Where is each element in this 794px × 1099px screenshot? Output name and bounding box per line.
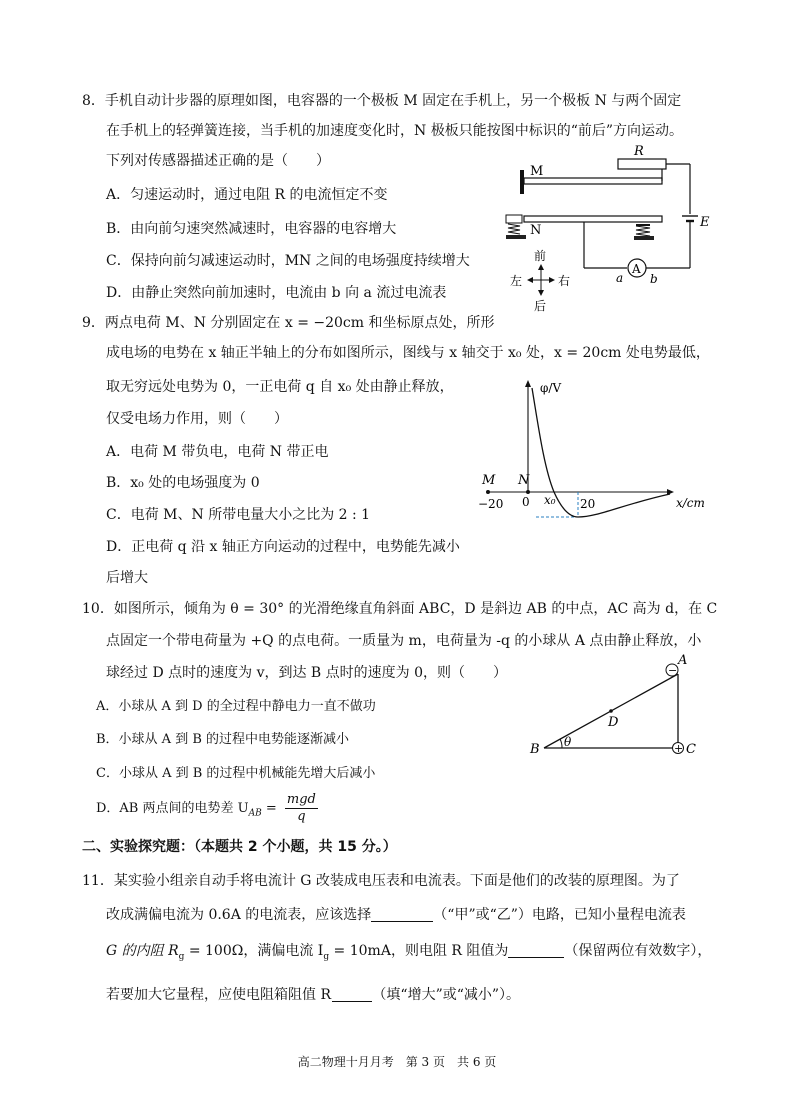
q8-option-d: D．由静止突然向前加速时，电流由 b 向 a 流过电流表 <box>106 285 447 301</box>
q10-option-c: C．小球从 A 到 B 的过程中机械能先增大后减小 <box>96 766 376 781</box>
tick-neg20: −20 <box>478 497 504 511</box>
label-node-a: a <box>616 271 624 285</box>
q10-stem-line1: 10．如图所示，倾角为 θ = 30° 的光滑绝缘直角斜面 ABC，D 是斜边 AB 的中点，AC 高为 d，在 C <box>82 601 718 617</box>
q9-potential-graph <box>474 376 714 518</box>
label-right: 右 <box>558 274 571 288</box>
label-front: 前 <box>534 249 547 263</box>
q11-line3 <box>106 942 711 966</box>
section-2-title: 二、实验探究题：（本题共 2 个小题，共 15 分。） <box>82 839 397 855</box>
q9-option-b: B．x₀ 处的电场强度为 0 <box>106 475 260 491</box>
fraction-numerator: mgd <box>286 792 316 807</box>
q9-option-d: D．正电荷 q 沿 x 轴正方向运动的过程中，电势能先减小 <box>106 539 460 555</box>
label-theta: θ <box>564 735 572 749</box>
label-plus: + <box>674 742 684 755</box>
q10-option-d-sub: AB <box>248 808 262 819</box>
q10-option-d-eq: = <box>261 801 277 816</box>
q10-option-d <box>96 792 318 831</box>
q11-line3-sub1: g <box>178 951 185 962</box>
label-ammeter: A <box>632 262 641 276</box>
label-c: C <box>686 742 696 757</box>
q8-circuit-figure <box>500 142 720 317</box>
tick-20: 20 <box>580 497 596 511</box>
q11-line3-b: = 100Ω，满偏电流 I <box>184 943 324 959</box>
q9-stem-line4: 仅受电场力作用，则（ ） <box>106 411 288 427</box>
q11-line1: 11．某实验小组亲自动手将电流计 G 改装成电压表和电流表。下面是他们的改装的原理图。为了 <box>82 873 680 889</box>
q11-line2 <box>106 906 686 924</box>
q10-option-a: A．小球从 A 到 D 的全过程中静电力一直不做功 <box>96 699 376 714</box>
label-d: D <box>608 715 619 730</box>
q11-line2-b: （“甲”或“乙”）电路，已知小量程电流表 <box>433 907 686 923</box>
tick-0: 0 <box>522 495 530 509</box>
label-left: 左 <box>510 274 523 288</box>
label-b: B <box>530 742 540 757</box>
plate-m <box>524 178 662 184</box>
x-axis-label: x/cm <box>676 496 705 510</box>
answer-blank-resistance[interactable] <box>508 943 564 958</box>
label-resistor: R <box>634 144 644 159</box>
q8-option-a: A．匀速运动时，通过电阻 R 的电流恒定不变 <box>106 187 388 203</box>
label-battery: E <box>700 215 710 230</box>
q9-option-a: A．电荷 M 带负电，电荷 N 带正电 <box>106 444 329 460</box>
fraction-denominator: q <box>297 809 306 824</box>
q10-stem-line2: 点固定一个带电荷量为 +Q 的点电荷。一质量为 m，电荷量为 -q 的小球从 A 点由静止释放，小 <box>106 633 702 649</box>
page-footer: 高二物理十月月考 第 3 页 共 6 页 <box>297 1055 497 1069</box>
plate-n <box>524 216 662 222</box>
tick-x0: x₀ <box>544 493 556 507</box>
charge-m <box>486 490 490 494</box>
label-n: N <box>518 473 530 488</box>
q9-stem-line2: 成电场的电势在 x 轴正半轴上的分布如图所示，图线与 x 轴交于 x₀ 处，x = 20cm 处电势最低， <box>106 345 710 361</box>
spring-left <box>506 215 526 239</box>
q11-line3-a: G 的内阻 R <box>106 943 179 959</box>
q8-stem-line1: 8．手机自动计步器的原理如图，电容器的一个极板 M 固定在手机上，另一个极板 N 与两个固定 <box>82 93 682 109</box>
q8-stem-line3: 下列对传感器描述正确的是（ ） <box>106 153 330 169</box>
q8-stem-line2: 在手机上的轻弹簧连接，当手机的加速度变化时，N 极板只能按图中标识的“前后”方向运动。 <box>106 123 684 139</box>
direction-indicator <box>510 249 570 313</box>
label-node-b: b <box>650 272 658 286</box>
resistor-r <box>618 159 666 169</box>
q10-incline-figure <box>526 650 706 758</box>
q11-line4 <box>106 986 520 1004</box>
q9-option-c: C．电荷 M、N 所带电量大小之比为 2 : 1 <box>106 507 371 523</box>
q11-line3-sub2: g <box>323 951 330 962</box>
answer-blank-change[interactable] <box>332 987 372 1002</box>
point-d <box>609 709 613 713</box>
q8-option-b: B．由向前匀速突然减速时，电容器的电容增大 <box>106 221 397 237</box>
label-back: 后 <box>534 299 547 313</box>
q11-line3-c: = 10mA，则电阻 R 阻值为 <box>329 943 509 959</box>
spring-right <box>634 224 654 240</box>
q10-stem-line3: 球经过 D 点时的速度为 v，到达 B 点时的速度为 0，则（ ） <box>106 665 508 681</box>
q9-stem-line1: 9．两点电荷 M、N 分别固定在 x = −20cm 和坐标原点处，所形 <box>82 315 495 331</box>
label-a: A <box>678 653 688 668</box>
q11-line4-b: （填“增大”或“减小”）。 <box>372 987 521 1003</box>
q9-stem-line3: 取无穷远处电势为 0，一正电荷 q 自 x₀ 处由静止释放， <box>106 379 454 395</box>
q8-option-c: C．保持向前匀减速运动时，MN 之间的电场强度持续增大 <box>106 253 470 269</box>
charge-n <box>526 490 530 494</box>
q10-option-d-fraction <box>285 792 318 825</box>
y-axis-label: φ/V <box>540 381 562 395</box>
label-minus: − <box>668 664 678 677</box>
answer-blank-circuit[interactable] <box>371 907 433 922</box>
q10-option-b: B．小球从 A 到 B 的过程中电势能逐渐减小 <box>96 732 350 747</box>
label-m: M <box>482 473 496 488</box>
q10-option-d-prefix: D．AB 两点间的电势差 U <box>96 801 249 816</box>
label-plate-m: M <box>530 164 544 179</box>
q9-option-d-cont: 后增大 <box>106 570 148 586</box>
q11-line4-a: 若要加大它量程，应使电阻箱阻值 R <box>106 987 331 1003</box>
label-plate-n: N <box>530 223 542 238</box>
q11-line3-d: （保留两位有效数字）， <box>564 943 712 959</box>
q11-line2-a: 改成满偏电流为 0.6A 的电流表，应该选择 <box>106 907 372 923</box>
